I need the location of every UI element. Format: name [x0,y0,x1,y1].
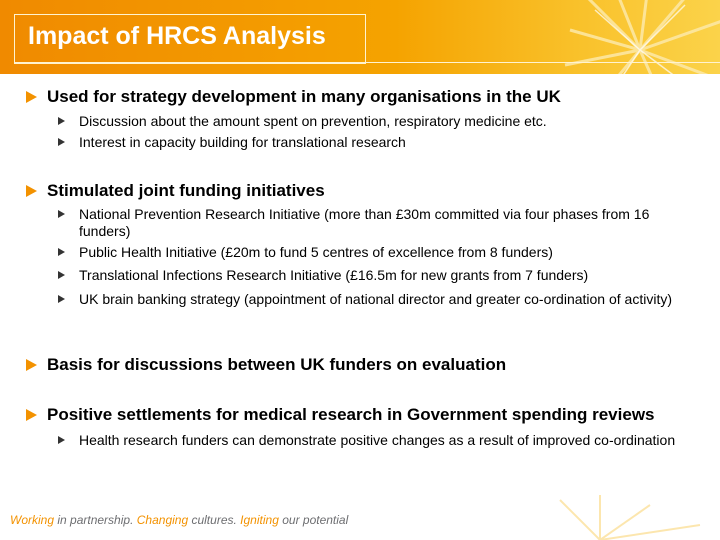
orange-arrow-icon [26,359,37,371]
sub-bullet: National Prevention Research Initiative (more than £30m committed via four phases from 16 funders) [58,206,698,240]
arrow-bullet-icon [58,117,65,125]
arrow-bullet-icon [58,248,65,256]
orange-arrow-icon [26,409,37,421]
slide-title: Impact of HRCS Analysis [28,22,326,50]
arrow-bullet-icon [58,138,65,146]
arrow-bullet-icon [58,271,65,279]
sub-bullet: Discussion about the amount spent on prevention, respiratory medicine etc. [58,113,698,130]
arrow-bullet-icon [58,295,65,303]
sub-bullet: Translational Infections Research Initiative (£16.5m for new grants from 7 funders) [58,267,698,284]
sub-bullet: Health research funders can demonstrate positive changes as a result of improved co-ordination [58,432,698,449]
orange-arrow-icon [26,91,37,103]
footer-tagline: Working in partnership. Changing cultures. Igniting our potential [10,513,349,527]
title-bar [0,0,720,74]
arrow-bullet-icon [58,210,65,218]
orange-arrow-icon [26,185,37,197]
sub-bullet: Interest in capacity building for translational research [58,134,698,151]
sub-bullet: UK brain banking strategy (appointment of national director and greater co-ordination of activity) [58,291,698,308]
sub-bullet: Public Health Initiative (£20m to fund 5 centres of excellence from 8 funders) [58,244,698,261]
arrow-bullet-icon [58,436,65,444]
title-underline [14,62,720,63]
